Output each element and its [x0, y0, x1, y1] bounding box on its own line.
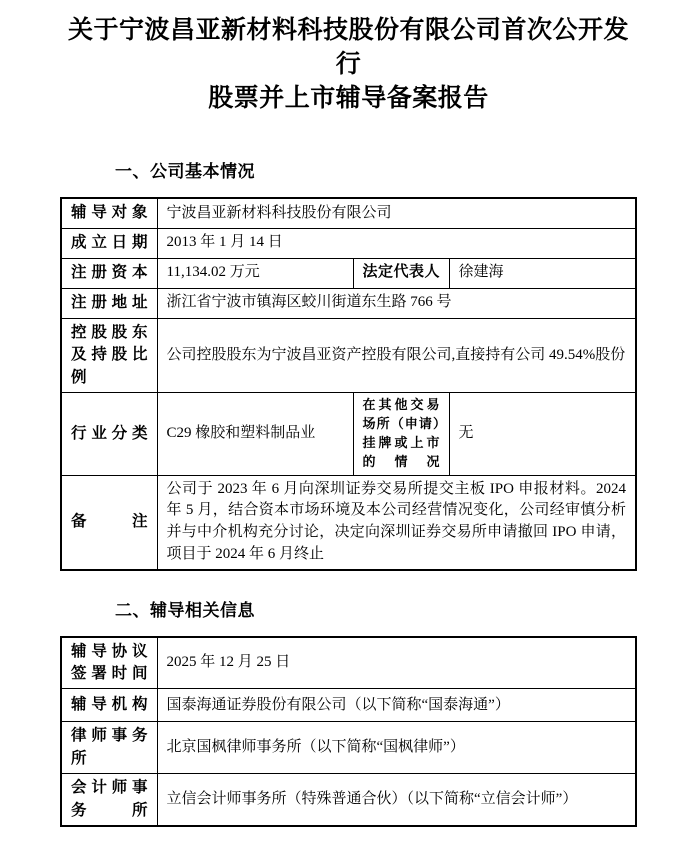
table-row-address	[61, 288, 636, 318]
row-value-other-listing: 无	[449, 393, 636, 475]
row-label-institution: 辅导机构	[61, 689, 157, 722]
table-row-law-firm	[61, 722, 636, 774]
row-value-address: 浙江省宁波市镇海区蛟川街道东生路 766 号	[157, 288, 636, 318]
row-value-target: 宁波昌亚新材料科技股份有限公司	[157, 198, 636, 228]
table-row-accountant	[61, 774, 636, 826]
document-title-line2: 股票并上市辅导备案报告	[208, 84, 489, 112]
section-heading-guidance-info: 二、辅导相关信息	[115, 600, 255, 620]
table-row-industry	[61, 393, 636, 475]
row-label-legal-rep: 法定代表人	[353, 258, 449, 288]
row-label-other-listing: 在其他交易场所（申请）挂牌或上市的情况	[353, 393, 449, 475]
document-title-line1: 关于宁波昌亚新材料科技股份有限公司首次公开发行	[67, 17, 629, 78]
table-row-founded	[61, 228, 636, 258]
row-value-capital: 11,134.02 万元	[157, 258, 353, 288]
row-value-note: 公司于 2023 年 6 月向深圳证券交易所提交主板 IPO 申报材料。2024 年 5 月，结合资本市场环境及本公司经营情况变化，公司经审慎分析并与中介机构充分讨论，决定向深圳证券交易所申请撤回 IPO 申请，项目于 2024 年 6 月终止	[157, 475, 636, 570]
row-label-address: 注册地址	[61, 288, 157, 318]
row-value-industry: C29 橡胶和塑料制品业	[157, 393, 353, 475]
row-value-institution: 国泰海通证券股份有限公司（以下简称“国泰海通”）	[157, 689, 636, 722]
row-value-founded: 2013 年 1 月 14 日	[157, 228, 636, 258]
row-value-law-firm: 北京国枫律师事务所（以下简称“国枫律师”）	[157, 722, 636, 774]
company-info-table	[60, 197, 637, 570]
row-label-controller: 控股股东及持股比例	[61, 318, 157, 392]
row-label-note: 备 注	[61, 475, 157, 570]
table-row-note	[61, 475, 636, 570]
row-label-capital: 注册资本	[61, 258, 157, 288]
table-row-institution	[61, 689, 636, 722]
row-value-legal-rep: 徐建海	[449, 258, 636, 288]
table-row-controller	[61, 318, 636, 392]
row-value-accountant: 立信会计师事务所（特殊普通合伙）（以下简称“立信会计师”）	[157, 774, 636, 826]
table-row-capital	[61, 258, 636, 288]
row-label-accountant: 会计师事务所	[61, 774, 157, 826]
row-label-law-firm: 律师事务所	[61, 722, 157, 774]
guidance-info-table	[60, 636, 637, 828]
section-heading-company-info: 一、公司基本情况	[115, 162, 255, 182]
row-label-agreement-time: 辅导协议签署时间	[61, 637, 157, 689]
row-label-industry: 行业分类	[61, 393, 157, 475]
table-row-target	[61, 198, 636, 228]
table-row-agreement-time	[61, 637, 636, 689]
row-label-target: 辅导对象	[61, 198, 157, 228]
document-title	[60, 14, 637, 115]
row-value-agreement-time: 2025 年 12 月 25 日	[157, 637, 636, 689]
row-value-controller: 公司控股股东为宁波昌亚资产控股有限公司,直接持有公司 49.54%股份	[157, 318, 636, 392]
row-label-founded: 成立日期	[61, 228, 157, 258]
